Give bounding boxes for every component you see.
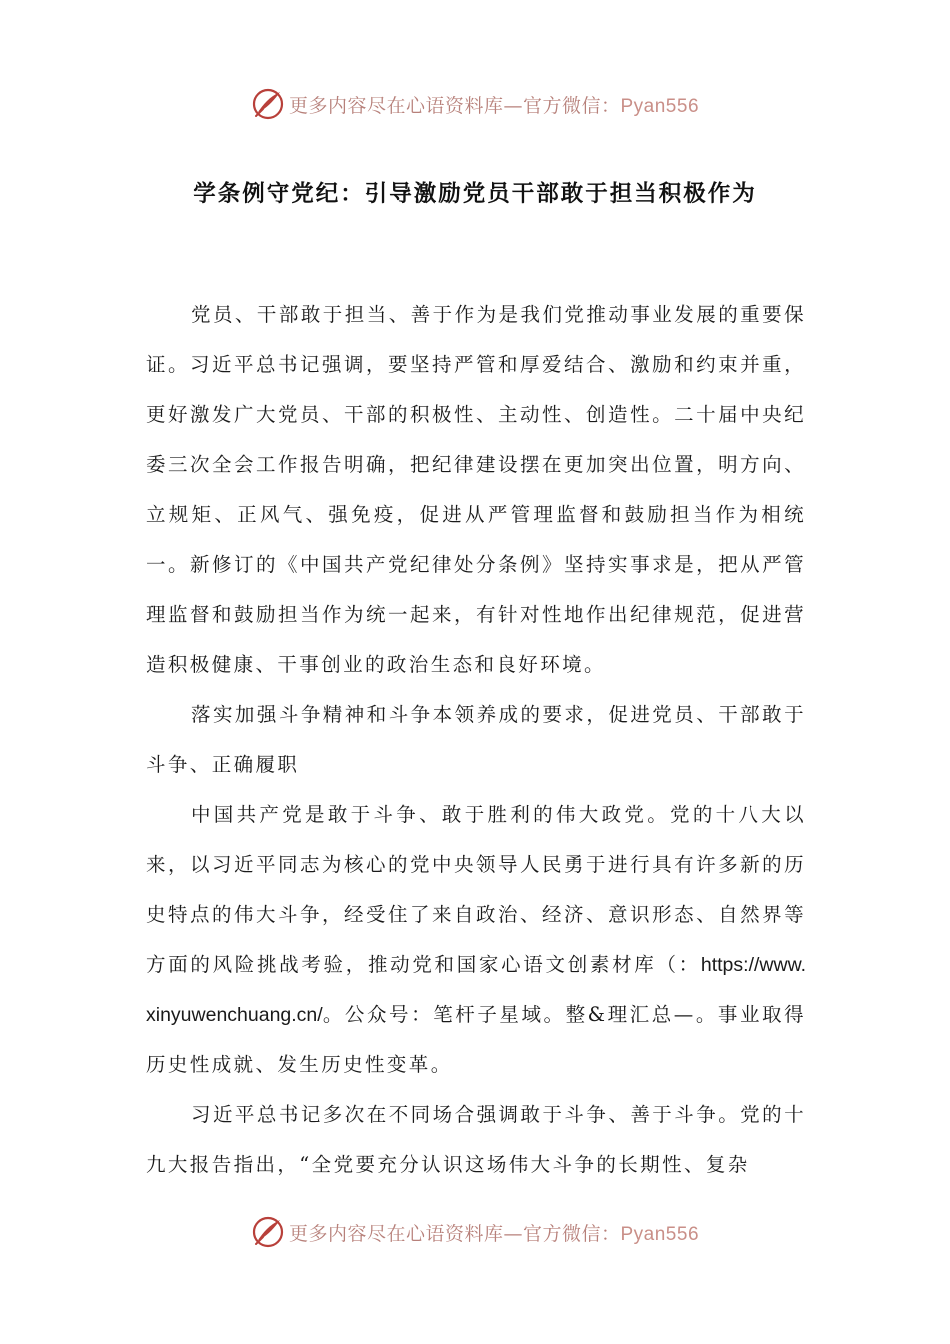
wechat-id: Pyan556 (620, 1223, 700, 1245)
quill-logo-icon (251, 1215, 285, 1249)
footer-banner (0, 1210, 950, 1254)
paragraph (146, 790, 806, 1090)
paragraph-text: 。公众号：笔杆子星域。整&理汇总—。事业取得历史性成就、发生历史性变革。 (146, 1003, 806, 1076)
paragraph: 习近平总书记多次在不同场合强调敢于斗争、善于斗争。党的十九大报告指出，“全党要充分认识这场伟大斗争的长期性、复杂 (146, 1103, 806, 1176)
paragraph: 党员、干部敢于担当、善于作为是我们党推动事业发展的重要保证。习近平总书记强调，要坚持严管和厚爱结合、激励和约束并重，更好激发广大党员、干部的积极性、主动性、创造性。二十届中央纪委三次全会工作报告明确，把纪律建设摆在更加突出位置，明方向、立规矩、正风气、强免疫，促进从严管理监督和鼓励担当作为相统一。新修订的《中国共产党纪律处分条例》坚持实事求是，把从严管理监督和鼓励担当作为统一起来，有针对性地作出纪律规范，促进营造积极健康、干事创业的政治生态和良好环境。 (146, 303, 806, 676)
paragraph: 落实加强斗争精神和斗争本领养成的要求，促进党员、干部敢于斗争、正确履职 (146, 703, 806, 776)
banner-text: 更多内容尽在心语资料库—官方微信：Pyan556 (288, 1222, 700, 1245)
wechat-id: Pyan556 (620, 95, 700, 117)
banner-text: 更多内容尽在心语资料库—官方微信：Pyan556 (288, 94, 700, 117)
website-link[interactable]: https://www.xinyuwenchuang.cn/ (146, 954, 806, 1026)
document-body (146, 290, 806, 1190)
paragraph-text: 中国共产党是敢于斗争、敢于胜利的伟大政党。党的十八大以来，以习近平同志为核心的党中央领导人民勇于进行具有许多新的历史特点的伟大斗争，经受住了来自政治、经济、意识形态、自然界等方面的风险挑战考验，推动党和国家心语文创素材库（： (146, 803, 806, 976)
document-title: 学条例守党纪：引导激励党员干部敢于担当积极作为 (193, 181, 757, 207)
header-banner (0, 82, 950, 126)
quill-logo-icon (251, 87, 285, 121)
